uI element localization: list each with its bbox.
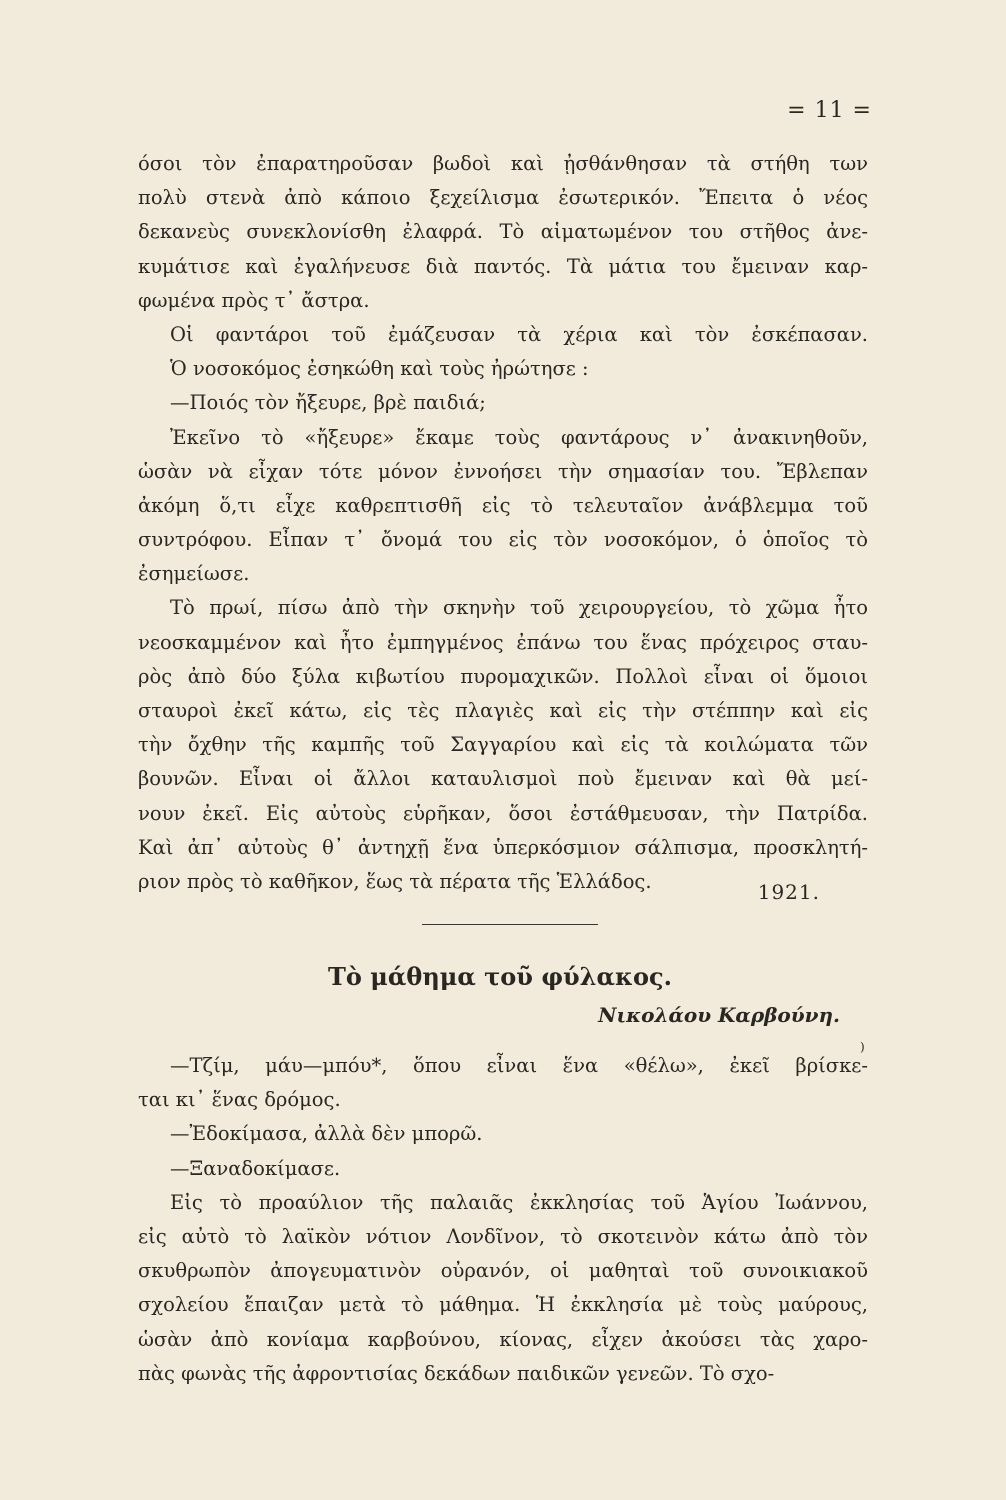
text-line: σταυροὶ ἐκεῖ κάτω, εἰς τὲς πλαγιὲς καὶ εἰς τὴν στέππην καὶ εἰς <box>138 699 868 722</box>
text-line: βουνῶν. Εἶναι οἱ ἄλλοι καταυλισμοὶ ποὺ ἔμειναν καὶ θὰ μεί- <box>138 767 868 791</box>
stray-mark: ) <box>860 1040 865 1054</box>
text-line: Εἰς τὸ προαύλιον τῆς παλαιᾶς ἐκκλησίας τοῦ Ἁγίου Ἰωάννου, <box>170 1190 868 1214</box>
text-line: νεοσκαμμένον καὶ ἦτο ἐμπηγμένος ἐπάνω του ἕνας πρόχειρος σταυ- <box>138 630 868 654</box>
text-line: τὴν ὄχθην τῆς καμπῆς τοῦ Σαγγαρίου καὶ εἰς τὰ κοιλώματα τῶν <box>138 733 868 757</box>
text-line: ριον πρὸς τὸ καθῆκον, ἕως τὰ πέρατα τῆς Ἑλλάδος. <box>138 869 652 893</box>
text-line: Οἱ φαντάροι τοῦ ἐμάζευσαν τὰ χέρια καὶ τὸν ἐσκέπασαν. <box>170 322 868 346</box>
text-line: ἀκόμη ὅ,τι εἶχε καθρεπτισθῆ εἰς τὸ τελευταῖον ἀνάβλεμμα τοῦ <box>138 493 868 517</box>
text-line: ρὸς ἀπὸ δύο ξύλα κιβωτίου πυρομαχικῶν. Πολλοὶ εἶναι οἱ ὅμοιοι <box>138 664 868 688</box>
author-name: Νικολάου Καρβούνη. <box>598 1003 840 1027</box>
text-line: ὡσὰν νὰ εἶχαν τότε μόνον ἐννοήσει τὴν σημασίαν του. Ἔβλεπαν <box>138 459 868 483</box>
text-line: Καὶ ἀπ᾽ αὐτοὺς θ᾽ ἀντηχῇ ἕνα ὑπερκόσμιον σάλπισμα, προσκλητή- <box>138 835 868 859</box>
text-line: δεκανεὺς συνεκλονίσθη ἐλαφρά. Τὸ αἱματωμένον του στῆθος ἀνε- <box>138 220 868 244</box>
text-line: σκυθρωπὸν ἀπογευματινὸν οὐρανόν, οἱ μαθηταὶ τοῦ συνοικιακοῦ <box>138 1259 868 1283</box>
text-line: πολὺ στενὰ ἀπὸ κάποιο ξεχείλισμα ἐσωτερικόν. Ἔπειτα ὁ νέος <box>138 186 868 210</box>
text-line: νουν ἐκεῖ. Εἰς αὐτοὺς εὑρῆκαν, ὅσοι ἐστάθμευσαν, τὴν Πατρίδα. <box>138 801 868 825</box>
text-line: φωμένα πρὸς τ᾽ ἄστρα. <box>138 288 370 312</box>
text-line: εἰς αὐτὸ τὸ λαϊκὸν νότιον Λονδῖνον, τὸ σκοτεινὸν κάτω ἀπὸ τὸν <box>138 1224 868 1248</box>
text-line: πὰς φωνὰς τῆς ἀφροντισίας δεκάδων παιδικῶν γενεῶν. Τὸ σχο- <box>138 1361 775 1385</box>
section-divider <box>422 924 598 925</box>
section-one-text <box>138 147 868 899</box>
text-line: Ὁ νοσοκόμος ἐσηκώθη καὶ τοὺς ἠρώτησε : <box>170 357 589 381</box>
date-line: 1921. <box>757 880 820 904</box>
text-line: Τὸ πρωί, πίσω ἀπὸ τὴν σκηνὴν τοῦ χειρουργείου, τὸ χῶμα ἦτο <box>170 596 868 620</box>
text-line: —Ἐδοκίμασα, ἀλλὰ δὲν μπορῶ. <box>170 1122 483 1146</box>
chapter-title: Τὸ μάθημα τοῦ φύλακος. <box>328 962 672 991</box>
text-line: —Ξαναδοκίμασε. <box>170 1156 341 1180</box>
text-line: όσοι τὸν ἐπαρατηροῦσαν βωδοὶ καὶ ᾐσθάνθησαν τὰ στήθη των <box>138 152 868 175</box>
text-line: συντρόφου. Εἶπαν τ᾽ ὄνομά του εἰς τὸν νοσοκόμον, ὁ ὁποῖος τὸ <box>138 528 868 552</box>
text-line: Ἐκεῖνο τὸ «ἤξευρε» ἔκαμε τοὺς φαντάρους ν᾽ ἀνακινηθοῦν, <box>170 425 868 449</box>
text-line: ὡσὰν ἀπὸ κονίαμα καρβούνου, κίονας, εἶχεν ἀκούσει τὰς χαρο- <box>138 1327 868 1351</box>
text-line: —Ποιός τὸν ἤξευρε, βρὲ παιδιά; <box>170 391 486 415</box>
page-number: = 11 = <box>787 98 872 123</box>
text-line: ται κι᾽ ἕνας δρόμος. <box>138 1088 341 1112</box>
text-line: —Τζίμ, μάυ—μπόυ*, ὅπου εἶναι ἕνα «θέλω», ἐκεῖ βρίσκε- <box>170 1054 868 1077</box>
section-two-text <box>138 1049 868 1391</box>
text-line: ἐσημείωσε. <box>138 562 250 586</box>
text-line: σχολείου ἔπαιζαν μετὰ τὸ μάθημα. Ἡ ἐκκλησία μὲ τοὺς μαύρους, <box>138 1293 868 1317</box>
text-line: κυμάτισε καὶ ἐγαλήνευσε διὰ παντός. Τὰ μάτια του ἔμειναν καρ- <box>138 254 868 278</box>
